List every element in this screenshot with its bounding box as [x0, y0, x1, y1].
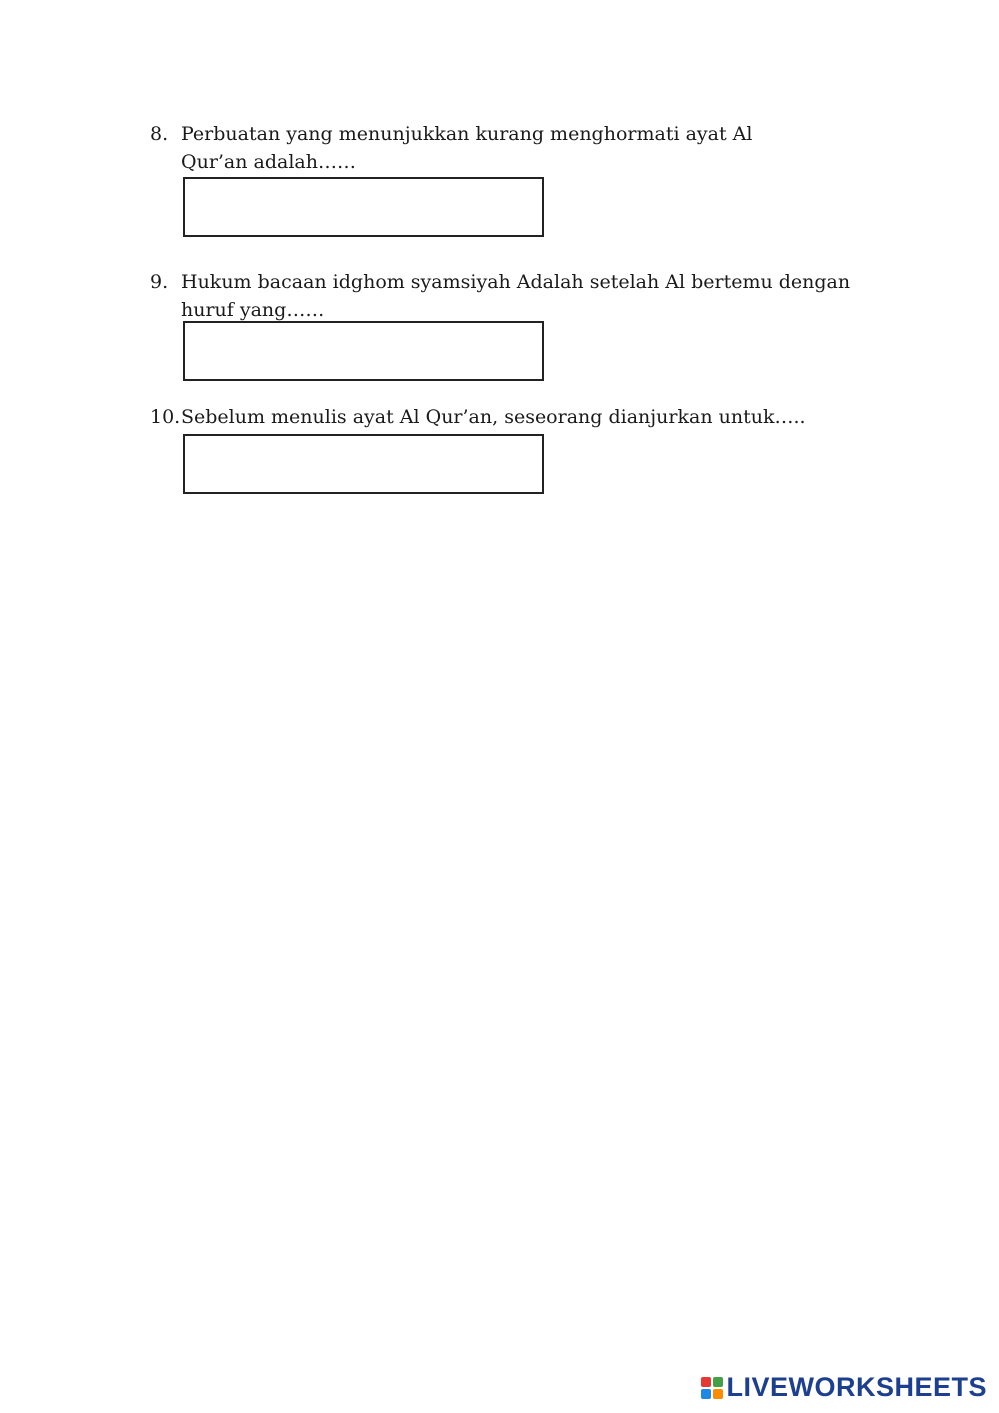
- answer-box-10[interactable]: [183, 434, 544, 494]
- liveworksheets-logo-icon: [701, 1377, 723, 1399]
- question-10: [150, 403, 880, 431]
- question-text: Sebelum menulis ayat Al Qur’an, seseorang dianjurkan untuk…..: [181, 406, 806, 428]
- liveworksheets-brand: [701, 1372, 987, 1403]
- answer-box-9[interactable]: [183, 321, 544, 381]
- question-number: 10.: [150, 406, 181, 428]
- brand-name: LIVEWORKSHEETS: [726, 1372, 987, 1402]
- question-8: [150, 120, 880, 176]
- question-number: 9.: [150, 271, 169, 293]
- question-number: 8.: [150, 123, 169, 145]
- answer-box-8[interactable]: [183, 177, 544, 237]
- question-9: [150, 268, 880, 324]
- question-text: Perbuatan yang menunjukkan kurang menghormati ayat Al Qur’an adalah……: [181, 123, 753, 173]
- question-text: Hukum bacaan idghom syamsiyah Adalah setelah Al bertemu dengan huruf yang……: [181, 271, 851, 321]
